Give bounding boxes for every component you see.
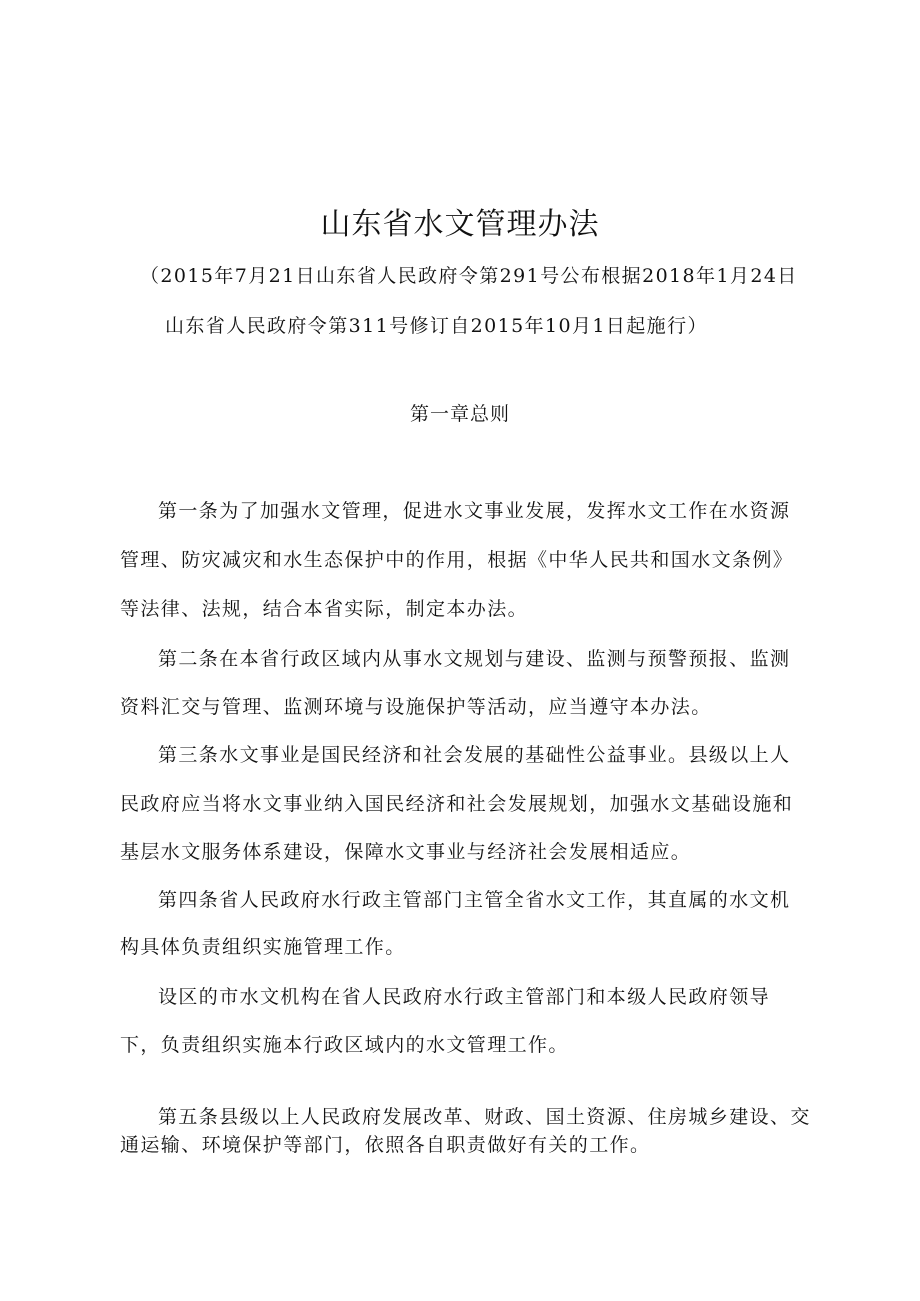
article-5-line-2: 通运输、环境保护等部门，依照各自职责做好有关的工作。 bbox=[120, 1134, 651, 1156]
article-1-line-3: 等法律、法规，结合本省实际，制定本办法。 bbox=[120, 598, 529, 620]
chapter-heading: 第一章总则 bbox=[409, 403, 510, 425]
article-5-line-1: 第五条县级以上人民政府发展改革、财政、国土资源、住房城乡建设、交 bbox=[158, 1106, 811, 1128]
article-2-line-2: 资料汇交与管理、监测环境与设施保护等活动，应当遵守本办法。 bbox=[120, 696, 712, 718]
document-title: 山东省水文管理办法 bbox=[320, 207, 600, 242]
subtitle-line-2: 山东省人民政府令第311号修订自2015年10月1日起施行） bbox=[165, 315, 708, 337]
article-4-paragraph-2-line-1: 设区的市水文机构在省人民政府水行政主管部门和本级人民政府领导 bbox=[158, 986, 771, 1008]
article-4-line-2: 构具体负责组织实施管理工作。 bbox=[120, 936, 406, 958]
article-4-line-1: 第四条省人民政府水行政主管部门主管全省水文工作，其直属的水文机 bbox=[158, 889, 791, 911]
article-3-line-2: 民政府应当将水文事业纳入国民经济和社会发展规划，加强水文基础设施和 bbox=[120, 793, 794, 815]
article-3-line-1: 第三条水文事业是国民经济和社会发展的基础性公益事业。县级以上人 bbox=[158, 744, 791, 766]
article-2-line-1: 第二条在本省行政区域内从事水文规划与建设、监测与预警预报、监测 bbox=[158, 648, 791, 670]
article-1-line-1: 第一条为了加强水文管理，促进水文事业发展，发挥水文工作在水资源 bbox=[158, 500, 791, 522]
article-4-paragraph-2-line-2: 下，负责组织实施本行政区域内的水文管理工作。 bbox=[120, 1034, 569, 1056]
article-1-line-2: 管理、防灾减灾和水生态保护中的作用，根据《中华人民共和国水文条例》 bbox=[120, 549, 794, 571]
subtitle-line-1: （2015年7月21日山东省人民政府令第291号公布根据2018年1月24日 bbox=[140, 265, 798, 287]
article-3-line-3: 基层水文服务体系建设，保障水文事业与经济社会发展相适应。 bbox=[120, 841, 692, 863]
